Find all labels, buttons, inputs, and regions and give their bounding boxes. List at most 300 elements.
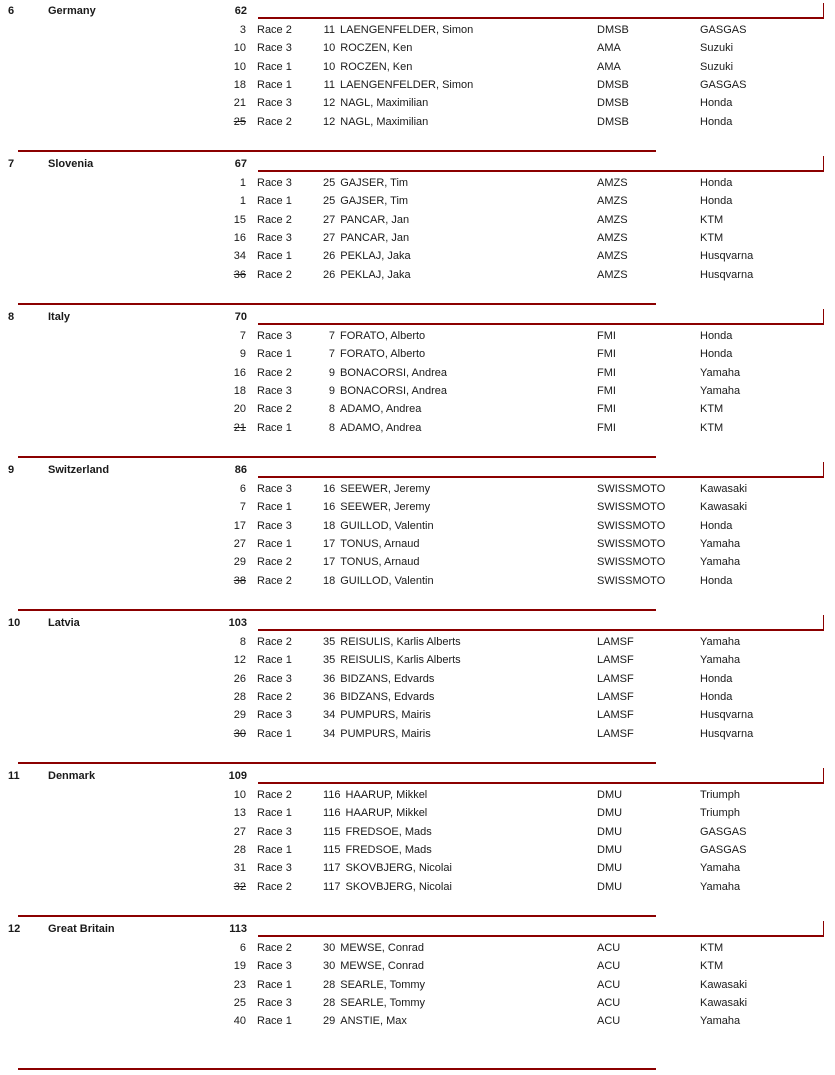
result-position: 7 [239,501,246,514]
federation: LAMSF [597,690,634,703]
bike-brand: Honda [700,177,733,189]
federation: FMI [597,403,616,416]
country-points: 103 [228,617,247,629]
rider-cell [323,786,427,804]
result-row [0,480,835,498]
rider-number: 12 [323,115,336,128]
result-position: 38 [233,574,246,587]
result-position: 6 [239,483,246,495]
race-label: Race 3 [257,97,292,110]
rider-cell [323,878,452,896]
rider-number: 115 [323,825,341,838]
rider-name: TONUS, Arnaud [340,556,420,569]
result-row [0,688,835,706]
rider-name: ROCZEN, Ken [340,60,413,73]
rider-number: 117 [323,862,341,875]
race-label: Race 3 [257,825,292,838]
federation: DMU [597,862,623,875]
result-position: 23 [233,978,246,991]
rider-number: 26 [323,268,336,281]
result-position: 3 [239,24,246,36]
rider-number: 34 [323,727,336,740]
rider-number: 28 [323,996,336,1009]
result-position: 27 [233,825,246,838]
federation: ACU [597,1015,621,1028]
result-position: 40 [233,1015,246,1028]
result-row [0,517,835,535]
race-label: Race 1 [257,978,292,991]
result-position: 19 [233,960,246,973]
country-block [0,157,835,310]
rule-end-tick [823,462,825,478]
federation: AMZS [597,268,628,281]
federation: DMSB [597,24,629,36]
bike-brand: GASGAS [700,24,747,36]
federation: AMZS [597,250,628,263]
race-label: Race 1 [257,537,292,550]
bike-brand: Honda [700,195,733,208]
bike-brand: KTM [700,421,724,434]
rider-cell [323,76,473,94]
rider-cell [323,174,408,192]
rider-name: MEWSE, Conrad [340,960,424,973]
rider-number: 115 [323,843,341,856]
result-row [0,572,835,590]
result-position: 10 [233,60,246,73]
block-footer-rule [18,303,656,305]
result-row [0,211,835,229]
race-label: Race 1 [257,654,292,667]
result-row [0,229,835,247]
bike-brand: Honda [700,348,733,361]
country-name: Great Britain [48,923,115,935]
rider-number: 10 [323,60,336,73]
result-position: 1 [239,195,246,208]
country-points: 86 [234,464,247,476]
rider-cell [323,419,421,437]
bike-brand: Yamaha [700,880,741,893]
block-header-rule [258,629,824,631]
race-label: Race 3 [257,384,292,397]
rider-name: TONUS, Arnaud [340,537,420,550]
country-rank: 10 [8,617,21,629]
country-name: Slovenia [48,158,94,170]
rider-name: ADAMO, Andrea [340,421,422,434]
rider-number: 9 [328,384,335,397]
result-row [0,976,835,994]
result-position: 13 [233,807,246,820]
result-row [0,1012,835,1030]
race-label: Race 3 [257,672,292,685]
rider-name: GUILLOD, Valentin [340,574,434,587]
bike-brand: Husqvarna [700,268,754,281]
rider-cell [323,58,412,76]
result-row [0,651,835,669]
bike-brand: Honda [700,115,733,128]
result-row [0,535,835,553]
federation: FMI [597,421,616,434]
result-row [0,327,835,345]
bike-brand: Suzuki [700,42,734,55]
rider-name: SEEWER, Jeremy [340,501,431,514]
rider-name: REISULIS, Karlis Alberts [340,654,461,667]
result-row [0,994,835,1012]
rider-number: 116 [323,789,341,801]
rider-cell [323,39,412,57]
race-label: Race 3 [257,483,292,495]
rider-name: SEEWER, Jeremy [340,483,431,495]
rider-name: ADAMO, Andrea [340,403,422,416]
rider-name: NAGL, Maximilian [340,97,429,110]
rider-name: MEWSE, Conrad [340,942,424,954]
rider-name: ROCZEN, Ken [340,42,413,55]
result-row [0,706,835,724]
rider-cell [323,957,424,975]
result-row [0,94,835,112]
block-footer-rule [18,456,656,458]
race-label: Race 3 [257,862,292,875]
rider-name: FREDSOE, Mads [345,825,432,838]
country-points: 109 [228,770,247,782]
federation: LAMSF [597,709,634,722]
rider-name: FORATO, Alberto [340,330,426,342]
rider-cell [323,725,431,743]
rider-name: LAENGENFELDER, Simon [340,24,474,36]
race-label: Race 2 [257,268,292,281]
federation: AMZS [597,213,628,226]
result-position: 27 [233,537,246,550]
rider-name: BIDZANS, Edvards [340,690,435,703]
result-position: 21 [233,97,246,110]
bike-brand: Kawasaki [700,996,748,1009]
rider-name: PUMPURS, Mairis [340,709,431,722]
rule-end-tick [823,615,825,631]
race-label: Race 2 [257,213,292,226]
rider-name: FORATO, Alberto [340,348,426,361]
rider-name: HAARUP, Mikkel [345,789,428,801]
rider-cell [323,364,447,382]
rider-cell [323,229,409,247]
result-position: 6 [239,942,246,954]
federation: LAMSF [597,672,634,685]
bike-brand: Suzuki [700,60,734,73]
result-row [0,382,835,400]
country-name: Latvia [48,617,80,629]
race-label: Race 1 [257,250,292,263]
result-row [0,58,835,76]
federation: SWISSMOTO [597,519,666,532]
federation: ACU [597,942,621,954]
result-row [0,841,835,859]
bike-brand: Yamaha [700,654,741,667]
rider-name: BONACORSI, Andrea [340,384,447,397]
rider-number: 18 [323,519,336,532]
rider-name: SEARLE, Tommy [340,978,426,991]
result-position: 34 [233,250,246,263]
rider-number: 34 [323,709,336,722]
federation: DMU [597,789,623,801]
federation: DMU [597,807,623,820]
result-row [0,113,835,131]
country-rank: 9 [8,464,15,476]
result-row [0,345,835,363]
rider-cell [323,480,430,498]
result-position: 32 [233,880,246,893]
country-rank: 11 [8,770,20,782]
result-position: 21 [233,421,246,434]
rider-number: 26 [323,250,336,263]
bike-brand: Kawasaki [700,501,748,514]
result-position: 29 [233,709,246,722]
rider-number: 11 [323,78,335,91]
federation: FMI [597,348,616,361]
country-block [0,616,835,769]
rider-name: SEARLE, Tommy [340,996,426,1009]
federation: ACU [597,996,621,1009]
race-label: Race 3 [257,519,292,532]
country-name: Denmark [48,770,96,782]
rider-cell [323,192,408,210]
rider-number: 36 [323,672,336,685]
rider-number: 36 [323,690,336,703]
federation: DMU [597,843,623,856]
country-block [0,463,835,616]
rider-number: 25 [323,177,336,189]
country-points: 67 [234,158,247,170]
result-position: 25 [233,996,246,1009]
race-label: Race 3 [257,709,292,722]
rider-cell [323,572,434,590]
rider-number: 16 [323,483,336,495]
rider-name: GAJSER, Tim [340,195,409,208]
result-row [0,725,835,743]
federation: ACU [597,960,621,973]
race-label: Race 1 [257,807,292,820]
race-label: Race 3 [257,231,292,244]
country-rank: 8 [8,311,15,323]
rider-number: 12 [323,97,336,110]
result-position: 10 [233,42,246,55]
result-row [0,859,835,877]
rider-name: GAJSER, Tim [340,177,409,189]
rider-name: BIDZANS, Edvards [340,672,435,685]
rider-cell [323,535,420,553]
result-row [0,266,835,284]
race-label: Race 2 [257,115,292,128]
race-label: Race 1 [257,501,292,514]
result-position: 31 [233,862,246,875]
result-row [0,804,835,822]
rider-number: 35 [323,654,336,667]
bike-brand: GASGAS [700,825,747,838]
federation: AMZS [597,177,628,189]
block-header-rule [258,170,824,172]
rule-end-tick [823,156,825,172]
rider-number: 11 [323,24,335,36]
rider-cell [323,859,452,877]
bike-brand: Honda [700,330,733,342]
rider-name: PUMPURS, Mairis [340,727,431,740]
bike-brand: KTM [700,403,724,416]
federation: FMI [597,384,616,397]
race-label: Race 2 [257,24,292,36]
race-label: Race 2 [257,789,292,801]
rider-number: 27 [323,231,336,244]
result-position: 17 [233,519,246,532]
bike-brand: KTM [700,213,724,226]
federation: AMZS [597,231,628,244]
result-position: 29 [233,556,246,569]
result-row [0,419,835,437]
federation: SWISSMOTO [597,556,666,569]
rider-cell [323,113,428,131]
rider-number: 7 [328,330,335,342]
rider-number: 17 [323,556,336,569]
bike-brand: Husqvarna [700,250,754,263]
rider-name: FREDSOE, Mads [345,843,432,856]
rider-cell [323,706,431,724]
rider-cell [323,670,434,688]
block-footer-rule [18,609,656,611]
federation: SWISSMOTO [597,483,666,495]
federation: SWISSMOTO [597,501,666,514]
rider-name: PEKLAJ, Jaka [340,268,411,281]
rider-name: ANSTIE, Max [340,1015,407,1028]
rider-cell [323,382,447,400]
bike-brand: GASGAS [700,78,747,91]
block-footer-rule [18,150,656,152]
bike-brand: Yamaha [700,1015,741,1028]
result-position: 28 [233,843,246,856]
bike-brand: Yamaha [700,556,741,569]
rider-name: BONACORSI, Andrea [340,366,447,379]
result-position: 7 [239,330,246,342]
rider-number: 7 [328,348,335,361]
federation: FMI [597,366,616,379]
bike-brand: Honda [700,574,733,587]
rider-cell [323,345,425,363]
block-header-rule [258,476,824,478]
result-row [0,670,835,688]
rider-cell [323,688,434,706]
bike-brand: KTM [700,942,724,954]
rider-cell [323,327,425,345]
country-block [0,310,835,463]
result-position: 25 [233,115,246,128]
rider-number: 25 [323,195,336,208]
bike-brand: Yamaha [700,636,741,648]
result-position: 20 [233,403,246,416]
result-position: 26 [233,672,246,685]
federation: AMZS [597,195,628,208]
bike-brand: Triumph [700,807,740,820]
result-position: 1 [239,177,246,189]
rule-end-tick [823,309,825,325]
race-label: Race 2 [257,690,292,703]
federation: LAMSF [597,636,634,648]
block-header-rule [258,935,824,937]
country-block [0,4,835,157]
rider-name: REISULIS, Karlis Alberts [340,636,461,648]
race-label: Race 3 [257,330,292,342]
country-points: 70 [234,311,247,323]
rider-cell [323,517,434,535]
rider-number: 17 [323,537,336,550]
federation: AMA [597,42,621,55]
federation: FMI [597,330,616,342]
rider-cell [323,211,409,229]
result-position: 9 [239,348,246,361]
bike-brand: Yamaha [700,366,741,379]
result-position: 15 [233,213,246,226]
result-row [0,957,835,975]
result-row [0,400,835,418]
result-row [0,878,835,896]
rule-end-tick [823,3,825,19]
rider-cell [323,94,428,112]
rider-cell [323,21,473,39]
rider-cell [323,1012,407,1030]
country-block [0,769,835,922]
race-label: Race 1 [257,78,292,91]
bike-brand: Kawasaki [700,978,748,991]
rider-cell [323,633,461,651]
bike-brand: Honda [700,690,733,703]
rider-cell [323,976,425,994]
country-rank: 6 [8,5,15,17]
result-position: 10 [233,789,246,801]
bike-brand: KTM [700,231,724,244]
rule-end-tick [823,921,825,937]
rider-number: 116 [323,807,341,820]
bike-brand: Husqvarna [700,709,754,722]
block-header-rule [258,323,824,325]
rider-cell [323,400,421,418]
bike-brand: Yamaha [700,862,741,875]
country-points: 62 [234,5,247,17]
rider-name: PANCAR, Jan [340,213,410,226]
federation: LAMSF [597,654,634,667]
rider-cell [323,247,411,265]
federation: DMU [597,825,623,838]
rider-name: HAARUP, Mikkel [345,807,428,820]
bike-brand: Yamaha [700,384,741,397]
result-row [0,633,835,651]
rider-number: 35 [323,636,336,648]
rider-number: 29 [323,1015,336,1028]
block-footer-rule [18,1068,656,1070]
rider-number: 28 [323,978,336,991]
race-label: Race 3 [257,996,292,1009]
race-label: Race 3 [257,960,292,973]
race-label: Race 2 [257,556,292,569]
rider-cell [323,498,430,516]
bike-brand: Honda [700,672,733,685]
rider-cell [323,804,427,822]
race-label: Race 1 [257,60,292,73]
federation: DMU [597,880,623,893]
bike-brand: Husqvarna [700,727,754,740]
federation: SWISSMOTO [597,537,666,550]
result-row [0,21,835,39]
race-label: Race 3 [257,42,292,55]
result-position: 12 [233,654,246,667]
federation: LAMSF [597,727,634,740]
federation: DMSB [597,97,629,110]
result-position: 18 [233,384,246,397]
result-row [0,364,835,382]
result-row [0,498,835,516]
